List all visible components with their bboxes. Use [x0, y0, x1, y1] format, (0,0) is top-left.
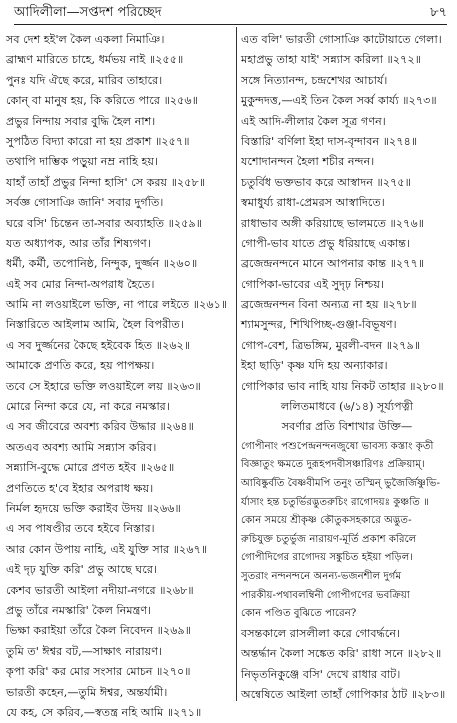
- verse-line: অন্তর্দ্ধান কৈলা সঙ্কেত করি' রাধা সনে ॥২৮২॥: [241, 647, 442, 661]
- verse-line: গোপী-ভাব যাতে প্রভু ধরিয়াছে একান্ত।: [241, 236, 411, 250]
- translation-line: রুচিযুক্ত চতুর্ভুজ নারায়ণ-মূর্তি প্রকাশ করিলে: [241, 533, 417, 545]
- sanskrit-verse-line: গোপীনাং পশুপেন্দ্রনন্দনজুষো ভাবস্য কস্তাং কৃতী: [241, 440, 434, 452]
- verse-line: যত অধ্যাপক, আর তাঁর শিষ্যগণ।: [6, 236, 151, 250]
- verse-line: ব্রাহ্মণ মারিতে চাহে, ধর্মভয় নাই ॥২৫৫॥: [6, 53, 184, 67]
- verse-line: ঘরে বসি' চিন্তেন তা-সবার অব্যাহতি ॥২৫৯॥: [6, 216, 203, 230]
- verse-line: সন্ন্যাসি-বুদ্ধে মোরে প্রণত হইব ॥২৬৫॥: [6, 461, 175, 475]
- page-number: ৮৭: [430, 4, 447, 20]
- sanskrit-verse-line: বিজ্ঞাতুং ক্ষমতে দুরূহপদবীসঞ্চারিণঃ প্রক্রিয়াম্‌।: [241, 459, 425, 471]
- verse-line: এ সব জীবেরে অবশ্য করিব উদ্ধার ॥২৬৪॥: [6, 420, 195, 434]
- verse-line: যশোদানন্দন হৈলা শচীর নন্দন।: [241, 155, 375, 169]
- verse-line: প্রভুর নিন্দায় সবার বুদ্ধি হৈল নাশ।: [6, 114, 156, 128]
- verse-line: তবে সে ইহারে ভক্তি লওয়াইলে লয় ॥২৬৩॥: [6, 379, 201, 393]
- verse-line: ব্রজেন্দ্রনন্দন বিনা অন্যত্র না হয় ॥২৭৮॥: [241, 298, 417, 312]
- chapter-title: আদিলীলা—সপ্তদশ পরিচ্ছেদ: [14, 4, 162, 20]
- translation-line: সুতরাং নন্দনন্দনে অনন্য-ভজনশীল দুর্গম: [241, 570, 402, 582]
- right-column: [241, 30, 453, 701]
- verse-line: এ সব পাষণ্ডীর তবে হইবে নিস্তার।: [6, 522, 155, 536]
- verse-line: মহাপ্রভু তাহা যাই' সন্ন্যাস করিলা ॥২৭২॥: [241, 53, 422, 67]
- verse-line: আমাকে প্রণতি করে, হয় পাপক্ষয়।: [6, 359, 155, 373]
- verse-line: এই সব মোর নিন্দা-অপরাধ হৈতে।: [6, 277, 155, 291]
- column-divider: [236, 27, 237, 701]
- translation-line: গোপীদিগের রাগোদয় সঙ্কুচিত হইয়া পড়িল।: [241, 552, 413, 564]
- translation-line: কোন সময়ে শ্রীকৃষ্ণ কৌতুকসহকারে অদ্ভুত-: [241, 515, 412, 527]
- verse-line: অতএব অবশ্য আমি সন্ন্যাস করিব।: [6, 440, 157, 454]
- verse-line: ইহা ছাড়ি' কৃষ্ণ যদি হয় অন্যাকার।: [241, 359, 388, 373]
- verse-line: স্বমাধুর্য্য রাধা-প্রেমরস আস্বাদিতে।: [241, 196, 385, 210]
- page-header: [14, 2, 447, 25]
- verse-line: নির্মল হৃদয়ে ভক্তি করাইব উদয় ॥২৬৬॥: [6, 501, 181, 515]
- verse-line: যে কহ, সে করিব,—স্বতন্ত্র নহি আমি ॥২৭১॥: [6, 705, 202, 719]
- verse-line: চতুর্বিধ ভক্তভাব করে আস্বাদন ॥২৭৫॥: [241, 175, 411, 189]
- verse-line: গোপিকার ভাব নাহি যায় নিকট তাহার ॥২৮০॥: [241, 379, 444, 393]
- translation-line: পারকীয়-পথাবলম্বিনী গোপীগণের ভবক্রিয়া: [241, 589, 410, 601]
- verse-line: ভারতী কহেন,—তুমি ঈশ্বর, অন্তর্যামী।: [6, 685, 168, 699]
- verse-line: বসন্তকালে রাসলীলা করে গোবর্দ্ধনে।: [241, 626, 401, 640]
- sanskrit-verse-line: র্যাসাং হন্ত চতুর্ভিরদ্ভুতরুচিং রাগোদয়ঃ কুঞ্চতি ॥: [241, 496, 429, 508]
- verse-line: রাধাভাব অঙ্গী করিয়াছে ভালমতে ॥২৭৬॥: [241, 216, 425, 230]
- verse-line: সঙ্গে নিত্যানন্দ, চন্দ্রশেখর আচার্য।: [241, 73, 388, 87]
- verse-line: বিস্তারি' বর্ণিলা ইহা দাস-বৃন্দাবন ॥২৭৪॥: [241, 134, 418, 148]
- verse-line: গোপিকা-ভাবের এই সুদৃঢ় নিশ্চয়।: [241, 277, 384, 291]
- verse-line: তুমি ত' ঈশ্বর বট,—সাক্ষাৎ নারায়ণ।: [6, 644, 163, 658]
- verse-line: যাহাঁ তাহাঁ প্রভুর নিন্দা হাসি' সে করয় ॥২৫৮॥: [6, 175, 206, 189]
- verse-line: এই আদি-লীলার কৈল সূত্র গণন।: [241, 114, 386, 128]
- left-column: [6, 30, 232, 719]
- verse-line: মুকুন্দদত্ত,—এই তিন কৈল সর্ব্ব কার্য্য ॥২৭৩॥: [241, 94, 437, 108]
- verse-line: সব দেশ হই'ল কৈল একলা নিমাঞি।: [6, 33, 165, 46]
- verse-line: সর্বজ্ঞ গোসাঞি জানি' সবার দুর্গতি।: [6, 196, 164, 210]
- verse-line: মোরে নিন্দা করে যে, না করে নমস্কার।: [6, 400, 170, 414]
- verse-line: পুনঃ যদি ঐছে করে, মারিব তাহারে।: [6, 73, 163, 87]
- verse-line: কৃপা করি' কর মোর সংসার মোচন ॥২৭০॥: [6, 665, 191, 679]
- verse-line: গোপ-বেশ, ত্রিভঙ্গিম, মুরলী-বদন ॥২৭৯॥: [241, 338, 421, 352]
- verse-line: প্রভু তাঁরে নমস্কারি' কৈল নিমন্ত্রণ।: [6, 603, 152, 617]
- verse-line: শ্যামসুন্দর, শিখিপিচ্ছ-গুঞ্জা-বিভূষণ।: [241, 318, 397, 332]
- verse-line: এত বলি' ভারতী গোসাঞি কাটোয়াতে গেলা।: [241, 33, 442, 46]
- verse-line: এ সব দুর্জ্জনের কৈছে হইবেক হিত ॥২৬২॥: [6, 338, 191, 352]
- verse-line: আর কোন উপায় নাহি, এই যুক্তি সার ॥২৬৭॥: [6, 542, 208, 556]
- sanskrit-verse-line: আবিষ্কুর্বতি বৈষ্ণবীমপি তনুং তস্মিন্‌ ভুজৈর্জিষ্ণুভি-: [241, 478, 440, 489]
- verse-line: ভিক্ষা করাইয়া তাঁরে কৈল নিবেদন ॥২৬৯॥: [6, 624, 192, 638]
- quote-source: ললিতমাধবে (৬/১৪) সূর্য্যপত্নী: [280, 400, 414, 414]
- quote-speaker: সবর্ণার প্রতি বিশাখার উক্তি—: [281, 420, 413, 434]
- verse-line: তথাপি দাম্ভিক পড়ুয়া নম্র নাহি হয়।: [6, 155, 158, 169]
- verse-line: এই দৃঢ় যুক্তি করি' প্রভু আছে ঘরে।: [6, 563, 157, 577]
- verse-line: ব্রজেন্দ্রনন্দনে মানে আপনার কান্ত ॥২৭৭॥: [241, 257, 425, 271]
- verse-line: অন্বেষিতে আইলা তাহাঁ গোপিকার ঠাট ॥২৮৩॥: [241, 687, 446, 701]
- verse-line: নিভৃতনিকুঞ্জে বসি' দেখে রাধার বাট।: [241, 667, 401, 681]
- verse-line: প্রণতিতে হ'বে ইহার অপরাধ ক্ষয়।: [6, 481, 154, 495]
- verse-line: কোন্‌ বা মানুষ হয়, কি করিতে পারে ॥২৫৬॥: [6, 94, 199, 108]
- verse-line: আমি না লওয়াইলে ভক্তি, না পারে লইতে ॥২৬১॥: [6, 298, 228, 312]
- verse-line: কেশব ভারতী আইলা নদীয়া-নগরে ॥২৬৮॥: [6, 583, 194, 597]
- verse-line: নিস্তারিতে আইলাম আমি, হৈল বিপরীত।: [6, 318, 184, 332]
- verse-line: ধর্মী, কর্মী, তপোনিষ্ঠ, নিন্দুক, দুর্জ্জন ॥২৬০॥: [6, 257, 198, 271]
- verse-line: সুপঠিত বিদ্যা কারো না হয় প্রকাশ ॥২৫৭॥: [6, 134, 190, 148]
- translation-line: কোন পণ্ডিত বুঝিতে পারেন?: [241, 608, 357, 620]
